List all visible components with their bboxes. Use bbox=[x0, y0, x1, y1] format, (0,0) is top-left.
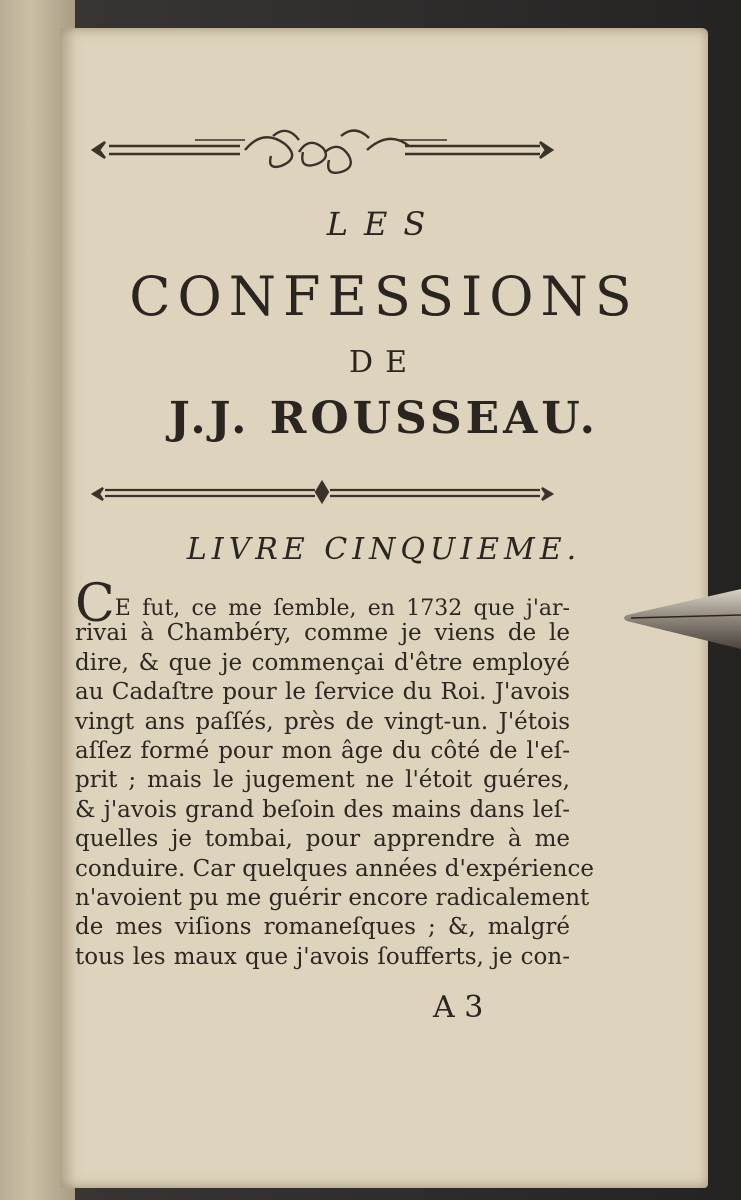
text-line: vingt ans paſſés, près de vingt-un. J'étois bbox=[75, 708, 570, 735]
title-les: LES bbox=[326, 205, 442, 243]
title-de: DE bbox=[349, 345, 419, 380]
text-line: au Cadaſtre pour le ſervice du Roi. J'avois bbox=[75, 679, 570, 706]
text-line: & j'avois grand beſoin des mains dans leſ- bbox=[75, 796, 570, 823]
text-line: aſſez formé pour mon âge du côté de l'eſ- bbox=[75, 737, 570, 764]
text-line: rivai à Chambéry, comme je viens de le bbox=[75, 620, 570, 647]
divider-ornament bbox=[85, 478, 560, 506]
title-author: J.J. ROUSSEAU. bbox=[169, 393, 599, 444]
title-confessions: CONFESSIONS bbox=[129, 265, 639, 328]
first-line-text: E fut, ce me ſemble, en 1732 que j'ar- bbox=[114, 596, 570, 621]
drop-cap: C bbox=[75, 574, 115, 634]
text-line: de mes viſions romaneſques ; &, malgré bbox=[75, 914, 570, 941]
text-line: conduire. Car quelques années d'expérience bbox=[75, 855, 594, 882]
signature-mark: A 3 bbox=[433, 990, 484, 1025]
pen-nib-icon bbox=[621, 585, 741, 655]
text-line: n'avoient pu me guérir encore radicalement bbox=[75, 884, 590, 911]
text-line: quelles je tombai, pour apprendre à me bbox=[75, 826, 570, 853]
text-line: dire, & que je commençai d'être employé bbox=[75, 649, 570, 676]
text-line: tous les maux que j'avois ſoufferts, je con- bbox=[75, 943, 570, 970]
text-line: prit ; mais le jugement ne l'étoit guéres, bbox=[75, 767, 570, 794]
book-title: LIVRE CINQUIEME. bbox=[186, 532, 582, 567]
top-ornament bbox=[85, 122, 560, 178]
body-paragraph bbox=[75, 574, 594, 972]
